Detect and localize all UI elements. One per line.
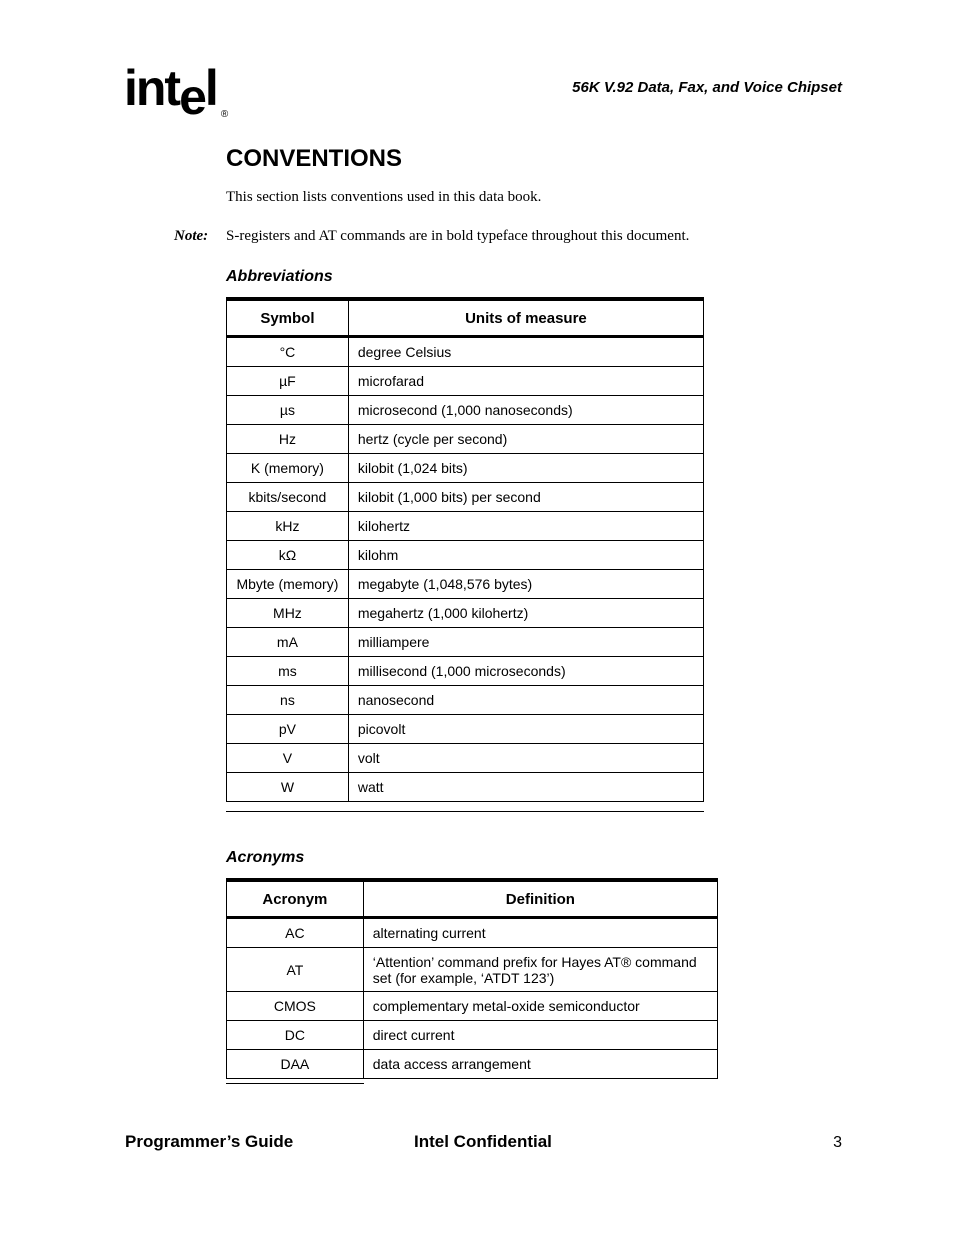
table-cell-symbol: µs: [227, 396, 349, 425]
table-cell-definition: direct current: [363, 1021, 717, 1050]
table-cell-meaning: milliampere: [348, 628, 703, 657]
table-cell-meaning: microsecond (1,000 nanoseconds): [348, 396, 703, 425]
table-row: [227, 686, 704, 715]
table-row: [227, 599, 704, 628]
table-cell-symbol: Mbyte (memory): [227, 570, 349, 599]
table-cell-definition: ‘Attention’ command prefix for Hayes AT® command set (for example, ‘ATDT 123’): [363, 948, 717, 992]
table-cell-meaning: megahertz (1,000 kilohertz): [348, 599, 703, 628]
table-header-row: [227, 299, 704, 337]
table-cell-meaning: picovolt: [348, 715, 703, 744]
table-bottom-rule: [226, 1083, 364, 1084]
note-label: Note:: [174, 228, 209, 244]
table-cell-symbol: Hz: [227, 425, 349, 454]
page-number: 3: [833, 1134, 842, 1151]
table-cell-meaning: watt: [348, 773, 703, 802]
table-cell-meaning: kilohertz: [348, 512, 703, 541]
acronyms-table: [226, 878, 718, 1079]
table-row: [227, 512, 704, 541]
table-cell-acronym: AT: [227, 948, 364, 992]
table-cell-symbol: W: [227, 773, 349, 802]
table-cell-acronym: DC: [227, 1021, 364, 1050]
table-row: [227, 657, 704, 686]
abbreviations-table: [226, 297, 704, 802]
table-cell-acronym: DAA: [227, 1050, 364, 1079]
table-cell-meaning: kilohm: [348, 541, 703, 570]
column-header-acronym: Acronym: [227, 880, 364, 918]
acronyms-heading: Acronyms: [226, 849, 305, 866]
table-header-row: [227, 880, 718, 918]
table-cell-symbol: V: [227, 744, 349, 773]
table-row: [227, 715, 704, 744]
abbreviations-heading: Abbreviations: [226, 268, 333, 285]
table-cell-symbol: MHz: [227, 599, 349, 628]
table-cell-meaning: kilobit (1,000 bits) per second: [348, 483, 703, 512]
table-cell-symbol: pV: [227, 715, 349, 744]
footer-confidential: Intel Confidential: [414, 1132, 552, 1151]
table-cell-meaning: microfarad: [348, 367, 703, 396]
table-row: [227, 773, 704, 802]
table-cell-meaning: nanosecond: [348, 686, 703, 715]
footer-guide-title: Programmer’s Guide: [125, 1132, 294, 1151]
table-cell-definition: alternating current: [363, 918, 717, 948]
table-cell-meaning: volt: [348, 744, 703, 773]
document-title: 56K V.92 Data, Fax, and Voice Chipset: [572, 79, 842, 96]
table-row: [227, 628, 704, 657]
table-row: [227, 337, 704, 367]
table-row: [227, 541, 704, 570]
table-cell-symbol: kbits/second: [227, 483, 349, 512]
table-cell-definition: complementary metal-oxide semiconductor: [363, 992, 717, 1021]
table-cell-definition: data access arrangement: [363, 1050, 717, 1079]
table-cell-meaning: megabyte (1,048,576 bytes): [348, 570, 703, 599]
column-header-symbol: Symbol: [227, 299, 349, 337]
column-header-units: Units of measure: [348, 299, 703, 337]
section-heading: CONVENTIONS: [226, 145, 403, 172]
table-row: [227, 367, 704, 396]
table-cell-meaning: kilobit (1,024 bits): [348, 454, 703, 483]
table-cell-symbol: kΩ: [227, 541, 349, 570]
table-cell-symbol: kHz: [227, 512, 349, 541]
table-cell-acronym: AC: [227, 918, 364, 948]
table-row: [227, 992, 718, 1021]
table-row: [227, 948, 718, 992]
table-bottom-rule: [226, 811, 704, 812]
table-row: [227, 1021, 718, 1050]
note-text: S-registers and AT commands are in bold typeface throughout this document.: [226, 228, 690, 244]
table-row: [227, 570, 704, 599]
table-cell-symbol: mA: [227, 628, 349, 657]
table-cell-meaning: millisecond (1,000 microseconds): [348, 657, 703, 686]
table-row: [227, 425, 704, 454]
table-row: [227, 1050, 718, 1079]
table-cell-symbol: °C: [227, 337, 349, 367]
table-row: [227, 744, 704, 773]
column-header-definition: Definition: [363, 880, 717, 918]
table-cell-symbol: ms: [227, 657, 349, 686]
intel-logo: intel $_®$: [124, 60, 229, 125]
table-row: [227, 396, 704, 425]
table-cell-meaning: degree Celsius: [348, 337, 703, 367]
table-cell-meaning: hertz (cycle per second): [348, 425, 703, 454]
intro-text: This section lists conventions used in this data book.: [226, 189, 542, 205]
table-row: [227, 918, 718, 948]
table-row: [227, 454, 704, 483]
table-cell-symbol: K (memory): [227, 454, 349, 483]
table-row: [227, 483, 704, 512]
table-cell-symbol: µF: [227, 367, 349, 396]
table-cell-symbol: ns: [227, 686, 349, 715]
registered-mark: ®: [220, 109, 229, 120]
table-cell-acronym: CMOS: [227, 992, 364, 1021]
